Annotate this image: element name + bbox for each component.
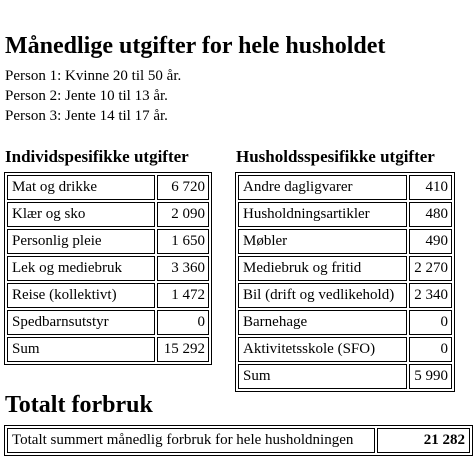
expense-value: 2 340 (409, 283, 452, 308)
household-members (5, 66, 181, 126)
expense-label: Personlig pleie (7, 229, 155, 254)
total-value: 21 282 (377, 428, 470, 453)
expense-label: Lek og mediebruk (7, 256, 155, 281)
sum-label: Sum (238, 364, 407, 389)
expense-value: 0 (157, 310, 209, 335)
expense-label: Møbler (238, 229, 407, 254)
table-row (7, 256, 209, 281)
total-table (4, 425, 473, 456)
table-row (238, 337, 452, 362)
sum-row (238, 364, 452, 389)
expense-value: 0 (409, 310, 452, 335)
expense-value: 2 090 (157, 202, 209, 227)
individual-expenses-table (4, 172, 212, 365)
expense-label: Andre dagligvarer (238, 175, 407, 200)
total-heading: Totalt forbruk (5, 392, 153, 418)
expense-value: 1 650 (157, 229, 209, 254)
household-expenses-table (235, 172, 455, 392)
expense-label: Mat og drikke (7, 175, 155, 200)
expense-value: 0 (409, 337, 452, 362)
total-row (7, 428, 470, 453)
expense-label: Spedbarnsutstyr (7, 310, 155, 335)
page-title: Månedlige utgifter for hele husholdet (5, 33, 386, 59)
table-row (7, 202, 209, 227)
table-row (7, 283, 209, 308)
expense-label: Reise (kollektivt) (7, 283, 155, 308)
table-row (238, 256, 452, 281)
household-expenses-heading: Husholdsspesifikke utgifter (236, 147, 435, 166)
table-row (238, 310, 452, 335)
expense-label: Klær og sko (7, 202, 155, 227)
sum-label: Sum (7, 337, 155, 362)
table-row (7, 175, 209, 200)
expense-value: 6 720 (157, 175, 209, 200)
total-label: Totalt summert månedlig forbruk for hele husholdningen (7, 428, 375, 453)
expense-value: 480 (409, 202, 452, 227)
table-row (7, 229, 209, 254)
person-2: Person 2: Jente 10 til 13 år. (5, 88, 168, 104)
table-row (7, 310, 209, 335)
expense-value: 410 (409, 175, 452, 200)
person-1: Person 1: Kvinne 20 til 50 år. (5, 68, 182, 84)
expense-label: Mediebruk og fritid (238, 256, 407, 281)
expense-value: 1 472 (157, 283, 209, 308)
expense-label: Husholdningsartikler (238, 202, 407, 227)
sum-row (7, 337, 209, 362)
table-row (238, 175, 452, 200)
expense-value: 490 (409, 229, 452, 254)
table-row (238, 229, 452, 254)
sum-value: 5 990 (409, 364, 452, 389)
expense-label: Aktivitetsskole (SFO) (238, 337, 407, 362)
person-3: Person 3: Jente 14 til 17 år. (5, 108, 168, 124)
expense-label: Bil (drift og vedlikehold) (238, 283, 407, 308)
expense-value: 2 270 (409, 256, 452, 281)
sum-value: 15 292 (157, 337, 209, 362)
expense-value: 3 360 (157, 256, 209, 281)
expense-label: Barnehage (238, 310, 407, 335)
individual-expenses-heading: Individspesifikke utgifter (5, 147, 189, 166)
table-row (238, 283, 452, 308)
table-row (238, 202, 452, 227)
